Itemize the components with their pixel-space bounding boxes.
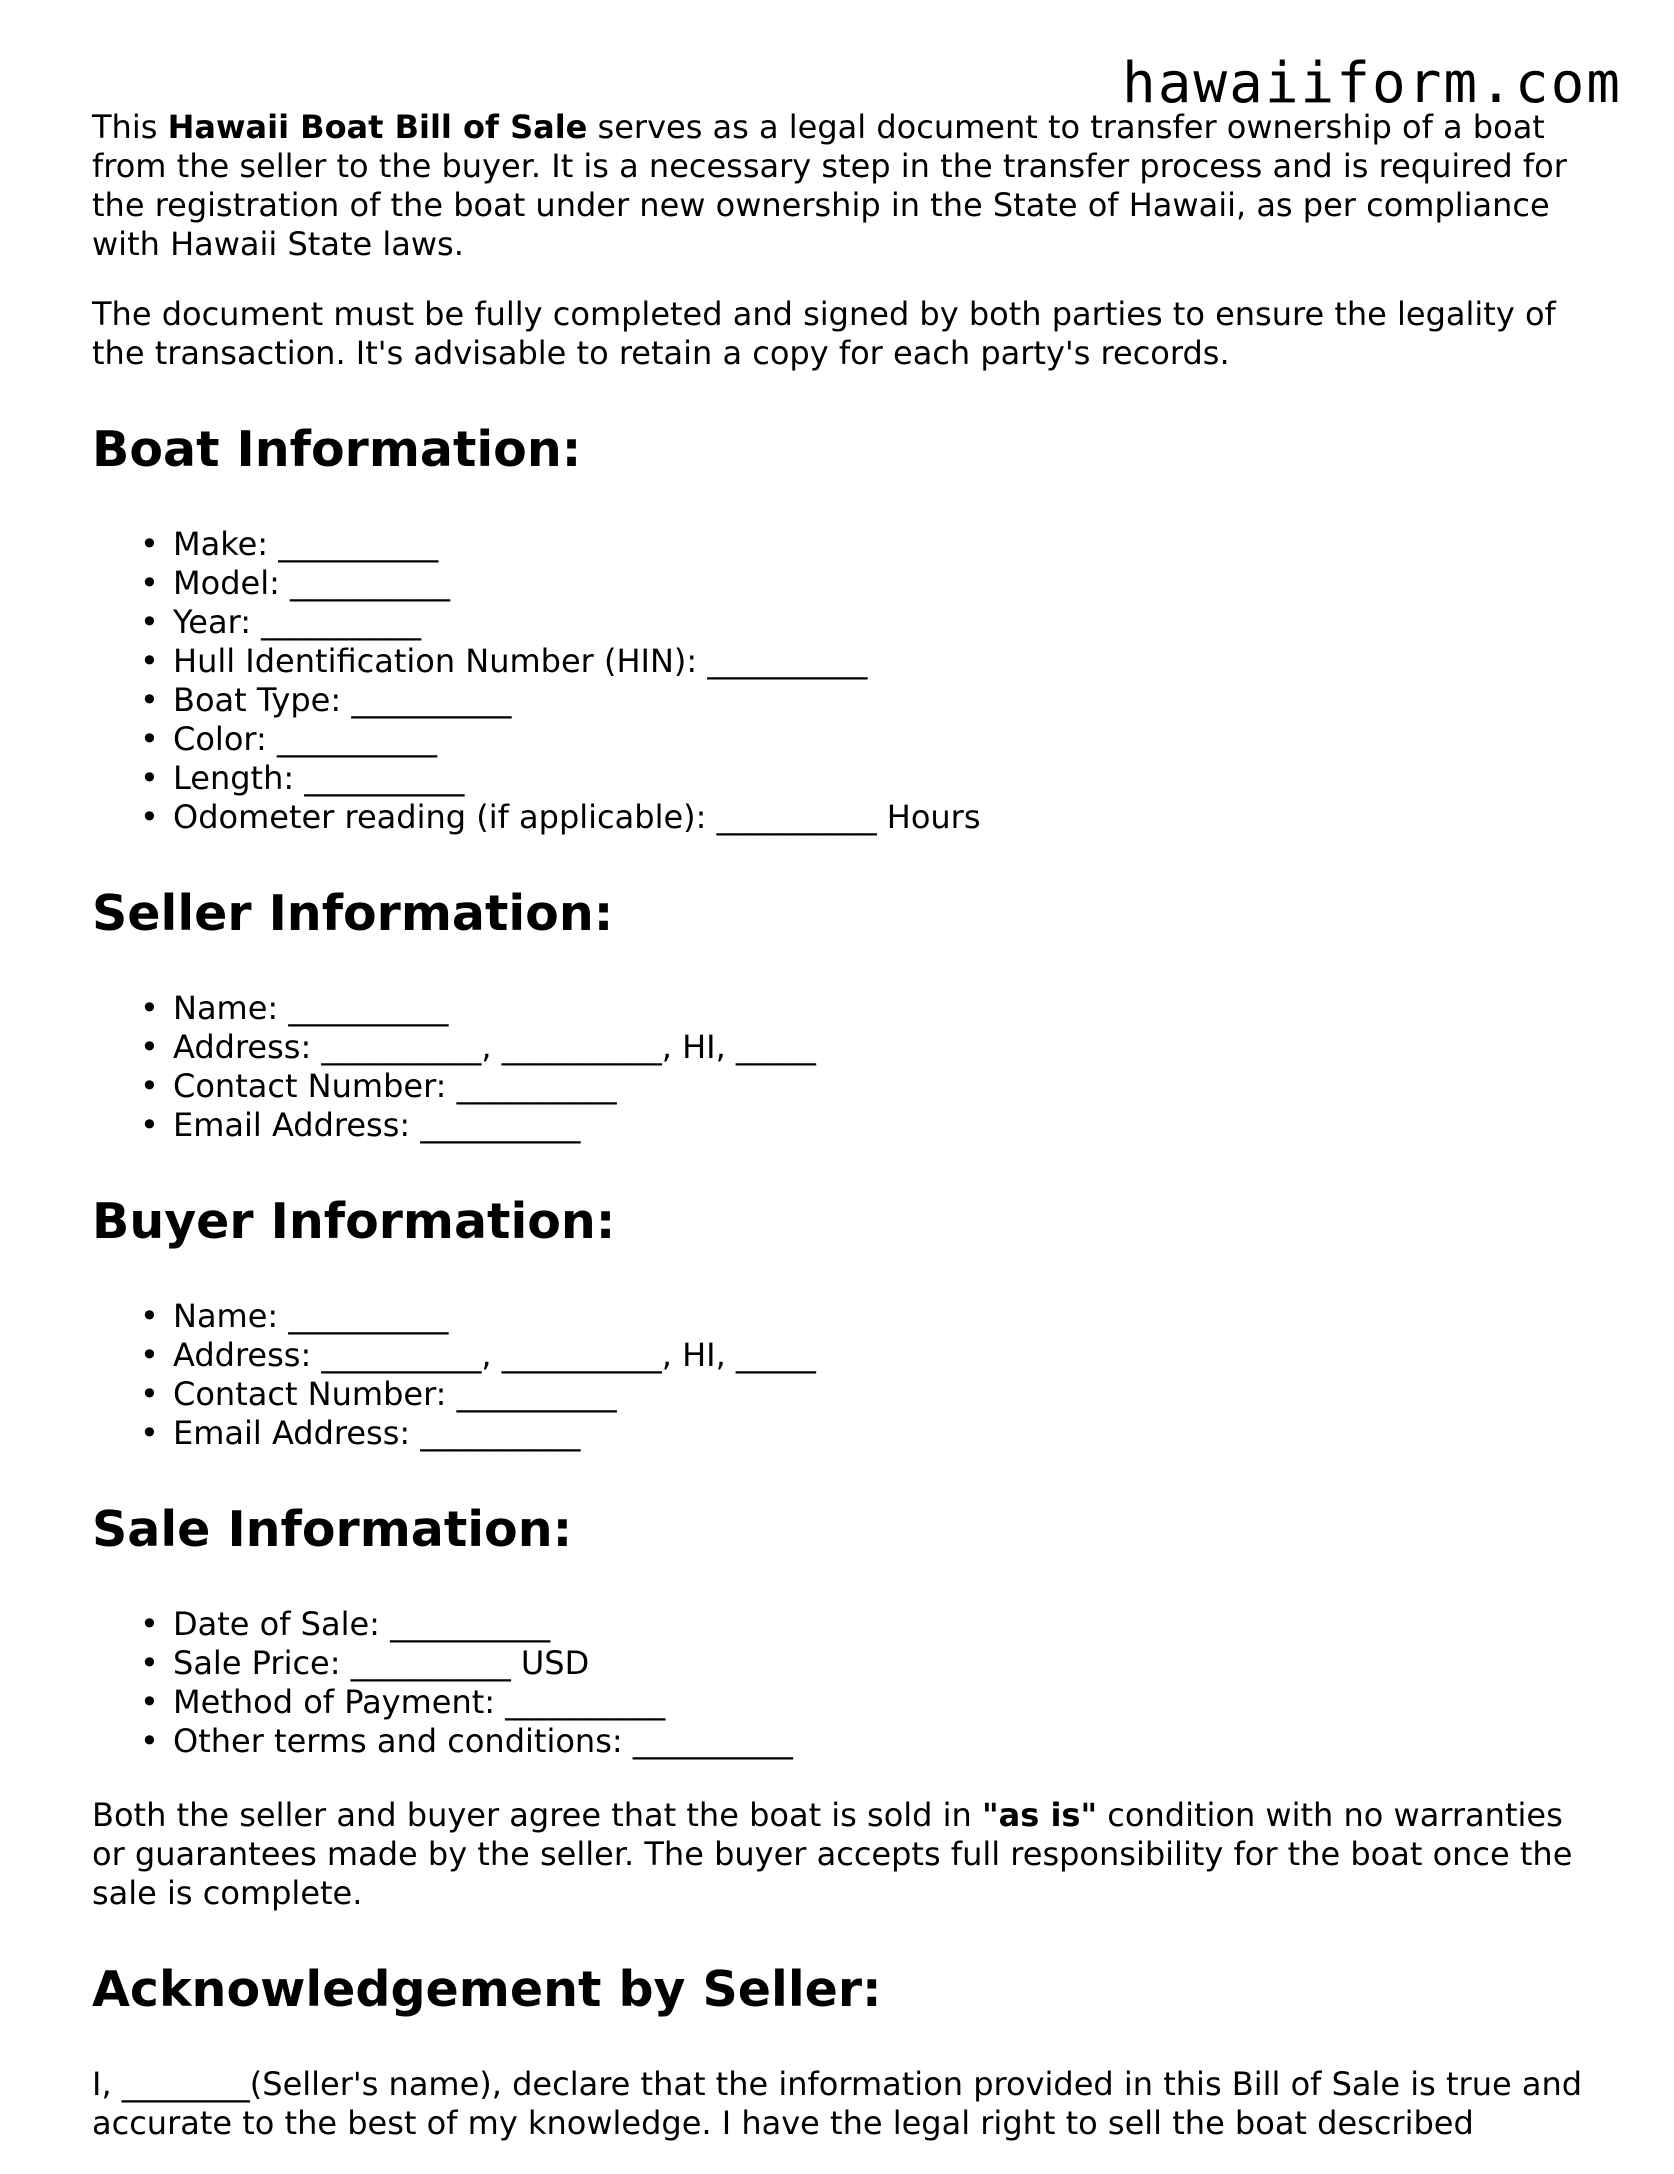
- list-item-text: Name: __________: [173, 1297, 449, 1335]
- list-item-text: Method of Payment: __________: [173, 1683, 666, 1721]
- list-item-text: Length: __________: [173, 759, 465, 797]
- seller-information-heading: Seller Information:: [92, 885, 614, 942]
- acknowledgement-text: I, ________(Seller's name), declare that the information provided in this Bill of Sale is true and accurate to the best of my knowledge. I have the legal right to sell the boat described: [92, 2065, 1583, 2142]
- list-item-text: Date of Sale: __________: [173, 1605, 551, 1643]
- as-is-clause: [92, 1796, 1602, 1913]
- as-is-text-start: Both the seller and buyer agree that the boat is sold in: [92, 1796, 982, 1834]
- list-item-text: Sale Price: __________ USD: [173, 1644, 590, 1682]
- list-item-text: Other terms and conditions: __________: [173, 1722, 793, 1760]
- bullet-icon: •: [140, 564, 159, 602]
- list-item-text: Boat Type: __________: [173, 681, 512, 719]
- list-item: [92, 1683, 1602, 1722]
- list-item: [92, 1375, 1602, 1414]
- list-item-text: Make: __________: [173, 525, 439, 563]
- buyer-information-list: [92, 1297, 1602, 1453]
- as-is-text-rest: condition with no warranties or guarantees made by the seller. The buyer accepts full responsibility for the boat once the sale is complete.: [92, 1796, 1573, 1912]
- bullet-icon: •: [140, 1375, 159, 1413]
- list-item-text: Contact Number: __________: [173, 1375, 617, 1413]
- list-item: [92, 1297, 1602, 1336]
- list-item-text: Email Address: __________: [173, 1106, 581, 1144]
- bullet-icon: •: [140, 759, 159, 797]
- list-item-text: Color: __________: [173, 720, 437, 758]
- acknowledgement-heading: Acknowledgement by Seller:: [92, 1961, 882, 2018]
- bullet-icon: •: [140, 1644, 159, 1682]
- bullet-icon: •: [140, 1106, 159, 1144]
- list-item: [92, 1722, 1602, 1761]
- boat-information-list: [92, 525, 1602, 837]
- bullet-icon: •: [140, 798, 159, 836]
- list-item: [92, 1644, 1602, 1683]
- bullet-icon: •: [140, 1028, 159, 1066]
- list-item: [92, 1028, 1602, 1067]
- list-item: [92, 564, 1602, 603]
- list-item: [92, 1605, 1602, 1644]
- list-item: [92, 1414, 1602, 1453]
- bullet-icon: •: [140, 1605, 159, 1643]
- list-item-text: Email Address: __________: [173, 1414, 581, 1452]
- bullet-icon: •: [140, 1683, 159, 1721]
- list-item-text: Year: __________: [173, 603, 422, 641]
- list-item-text: Address: __________, __________, HI, _____: [173, 1028, 816, 1066]
- bullet-icon: •: [140, 1067, 159, 1105]
- list-item: [92, 1067, 1602, 1106]
- bullet-icon: •: [140, 989, 159, 1027]
- document-body: [92, 108, 1602, 2174]
- bullet-icon: •: [140, 1336, 159, 1374]
- as-is-bold: "as is": [981, 1796, 1098, 1834]
- list-item-text: Model: __________: [173, 564, 451, 602]
- bullet-icon: •: [140, 1297, 159, 1335]
- list-item-text: Name: __________: [173, 989, 449, 1027]
- list-item: [92, 603, 1602, 642]
- bullet-icon: •: [140, 681, 159, 719]
- bullet-icon: •: [140, 720, 159, 758]
- intro-text-start: This: [92, 108, 168, 146]
- intro-paragraph: [92, 108, 1602, 264]
- list-item-text: Hull Identification Number (HIN): __________: [173, 642, 868, 680]
- bullet-icon: •: [140, 1722, 159, 1760]
- list-item: [92, 989, 1602, 1028]
- list-item-text: Address: __________, __________, HI, _____: [173, 1336, 816, 1374]
- bullet-icon: •: [140, 603, 159, 641]
- list-item: [92, 642, 1602, 681]
- list-item: [92, 525, 1602, 564]
- list-item: [92, 1336, 1602, 1375]
- list-item: [92, 759, 1602, 798]
- list-item-text: Odometer reading (if applicable): __________ Hours: [173, 798, 981, 836]
- sale-information-list: [92, 1605, 1602, 1761]
- list-item: [92, 798, 1602, 837]
- bullet-icon: •: [140, 1414, 159, 1452]
- sale-information-heading: Sale Information:: [92, 1501, 573, 1558]
- document-title-inline: Hawaii Boat Bill of Sale: [167, 108, 588, 146]
- completion-note: The document must be fully completed and signed by both parties to ensure the legality of the transaction. It's advisable to retain a copy for each party's records.: [92, 295, 1556, 372]
- buyer-information-heading: Buyer Information:: [92, 1193, 616, 1250]
- list-item-text: Contact Number: __________: [173, 1067, 617, 1105]
- list-item: [92, 720, 1602, 759]
- list-item: [92, 1106, 1602, 1145]
- site-watermark: hawaiiform.com: [1121, 51, 1622, 116]
- list-item: [92, 681, 1602, 720]
- boat-information-heading: Boat Information:: [92, 421, 582, 478]
- intro-text-rest: serves as a legal document to transfer ownership of a boat from the seller to the buyer. It is a necessary step in the transfer process and is required for the registration of the boat under new ownership in the State of Hawaii, as per compliance with Hawaii State laws.: [92, 108, 1567, 263]
- bullet-icon: •: [140, 525, 159, 563]
- seller-information-list: [92, 989, 1602, 1145]
- bullet-icon: •: [140, 642, 159, 680]
